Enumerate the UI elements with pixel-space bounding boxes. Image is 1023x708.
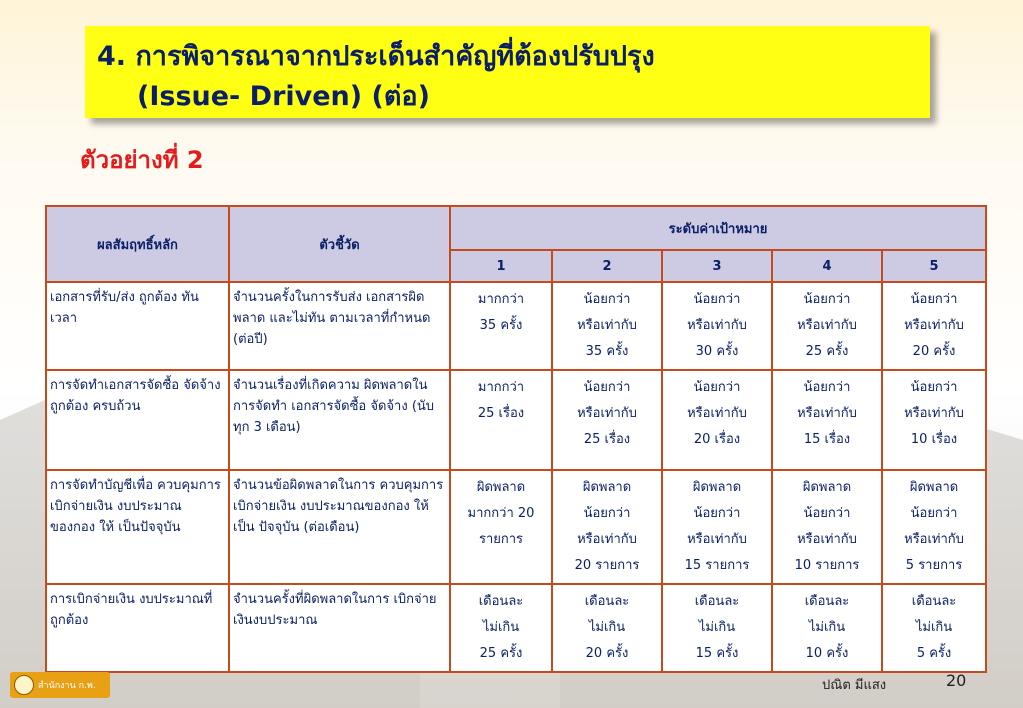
target-cell-level-5 xyxy=(882,370,986,470)
target-cell-level-1 xyxy=(450,470,552,584)
target-levels-table xyxy=(45,205,987,673)
target-value-line: น้อยกว่า xyxy=(910,506,958,521)
target-value-line: ไม่เกิน xyxy=(808,620,846,635)
target-value-line: 20 ครั้ง xyxy=(585,646,629,661)
target-value-line: ไม่เกิน xyxy=(588,620,626,635)
target-cell-level-1 xyxy=(450,282,552,370)
target-value-line: น้อยกว่า xyxy=(583,292,631,307)
target-cell-level-4 xyxy=(772,282,882,370)
table-row xyxy=(46,282,986,370)
target-value-line: น้อยกว่า xyxy=(803,506,851,521)
target-cell-level-5 xyxy=(882,282,986,370)
target-value-line: มากกว่า xyxy=(477,292,525,307)
target-cell-level-2 xyxy=(552,584,662,672)
target-value-line: 15 ครั้ง xyxy=(695,646,739,661)
target-value-line: 20 ครั้ง xyxy=(912,344,956,359)
target-value-line: ไม่เกิน xyxy=(915,620,953,635)
target-value-line: น้อยกว่า xyxy=(583,506,631,521)
title-box xyxy=(85,26,930,118)
target-value-line: 30 ครั้ง xyxy=(695,344,739,359)
target-value-line: 25 เรื่อง xyxy=(583,432,631,447)
header-outcome: ผลสัมฤทธิ์หลัก xyxy=(46,206,229,282)
target-value-line: 15 เรื่อง xyxy=(803,432,851,447)
target-value-line: น้อยกว่า xyxy=(583,380,631,395)
target-cell-level-2 xyxy=(552,470,662,584)
target-value-line: รายการ xyxy=(478,532,524,547)
target-cell-level-2 xyxy=(552,282,662,370)
target-value-line: ผิดพลาด xyxy=(909,480,959,495)
target-cell-level-1 xyxy=(450,370,552,470)
target-value-line: หรือเท่ากับ xyxy=(797,406,857,421)
ocsc-logo xyxy=(10,672,110,698)
target-value-line: น้อยกว่า xyxy=(803,380,851,395)
indicator-cell: จำนวนเรื่องที่เกิดความ ผิดพลาดในการจัดทำ เอกสารจัดซื้อ จัดจ้าง (นับ ทุก 3 เดือน) xyxy=(229,370,450,470)
target-cell-level-3 xyxy=(662,470,772,584)
target-value-line: เดือนละ xyxy=(911,594,957,609)
target-cell-level-3 xyxy=(662,584,772,672)
target-value-line: เดือนละ xyxy=(584,594,630,609)
target-value-line: น้อยกว่า xyxy=(693,292,741,307)
target-value-line: เดือนละ xyxy=(804,594,850,609)
target-value-line: 10 เรื่อง xyxy=(910,432,958,447)
target-value-line: 5 รายการ xyxy=(905,558,963,573)
table-row xyxy=(46,470,986,584)
outcome-cell: การจัดทำเอกสารจัดซื้อ จัดจ้าง ถูกต้อง ครบถ้วน xyxy=(46,370,229,470)
outcome-cell: การจัดทำบัญชีเพื่อ ควบคุมการเบิกจ่ายเงิน งบประมาณของกอง ให้ เป็นปัจจุบัน xyxy=(46,470,229,584)
target-value-line: ไม่เกิน xyxy=(698,620,736,635)
target-cell-level-5 xyxy=(882,584,986,672)
target-cell-level-5 xyxy=(882,470,986,584)
slide-title-line2: (Issue- Driven) (ต่อ) xyxy=(137,81,430,112)
target-value-line: ผิดพลาด xyxy=(692,480,742,495)
target-cell-level-3 xyxy=(662,282,772,370)
target-value-line: น้อยกว่า xyxy=(693,380,741,395)
target-value-line: น้อยกว่า xyxy=(910,380,958,395)
table-row xyxy=(46,370,986,470)
target-value-line: น้อยกว่า xyxy=(693,506,741,521)
target-value-line: ไม่เกิน xyxy=(482,620,520,635)
target-value-line: 20 เรื่อง xyxy=(693,432,741,447)
target-value-line: มากกว่า 20 xyxy=(467,506,535,521)
target-value-line: 20 รายการ xyxy=(574,558,640,573)
header-level-4: 4 xyxy=(772,250,882,282)
target-value-line: หรือเท่ากับ xyxy=(797,532,857,547)
target-value-line: หรือเท่ากับ xyxy=(577,532,637,547)
target-value-line: เดือนละ xyxy=(694,594,740,609)
author-name: ปณิต มีแสง xyxy=(822,678,887,693)
slide-title-line1: 4. การพิจารณาจากประเด็นสำคัญที่ต้องปรับปรุง xyxy=(97,41,655,72)
target-value-line: มากกว่า xyxy=(477,380,525,395)
target-cell-level-3 xyxy=(662,370,772,470)
target-cell-level-1 xyxy=(450,584,552,672)
target-value-line: หรือเท่ากับ xyxy=(687,318,747,333)
target-value-line: 15 รายการ xyxy=(684,558,750,573)
header-level-5: 5 xyxy=(882,250,986,282)
target-cell-level-4 xyxy=(772,584,882,672)
header-level-3: 3 xyxy=(662,250,772,282)
target-value-line: หรือเท่ากับ xyxy=(904,532,964,547)
target-cell-level-4 xyxy=(772,370,882,470)
target-value-line: 25 ครั้ง xyxy=(479,646,523,661)
target-value-line: 25 ครั้ง xyxy=(805,344,849,359)
table-row xyxy=(46,584,986,672)
target-value-line: หรือเท่ากับ xyxy=(904,406,964,421)
target-value-line: หรือเท่ากับ xyxy=(687,532,747,547)
seal-icon xyxy=(14,675,34,695)
indicator-cell: จำนวนข้อผิดพลาดในการ ควบคุมการเบิกจ่ายเงิน งบประมาณของกอง ให้เป็น ปัจจุบัน (ต่อเดือน) xyxy=(229,470,450,584)
outcome-cell: เอกสารที่รับ/ส่ง ถูกต้อง ทันเวลา xyxy=(46,282,229,370)
header-level-1: 1 xyxy=(450,250,552,282)
header-indicator: ตัวชี้วัด xyxy=(229,206,450,282)
target-value-line: หรือเท่ากับ xyxy=(904,318,964,333)
header-target-level: ระดับค่าเป้าหมาย xyxy=(450,206,986,250)
target-value-line: 5 ครั้ง xyxy=(916,646,952,661)
target-value-line: ผิดพลาด xyxy=(582,480,632,495)
example-heading: ตัวอย่างที่ 2 xyxy=(80,146,204,174)
target-value-line: หรือเท่ากับ xyxy=(687,406,747,421)
target-value-line: ผิดพลาด xyxy=(802,480,852,495)
target-cell-level-4 xyxy=(772,470,882,584)
target-value-line: น้อยกว่า xyxy=(910,292,958,307)
target-value-line: หรือเท่ากับ xyxy=(577,318,637,333)
target-cell-level-2 xyxy=(552,370,662,470)
target-value-line: 25 เรื่อง xyxy=(477,406,525,421)
target-value-line: เดือนละ xyxy=(478,594,524,609)
indicator-cell: จำนวนครั้งในการรับส่ง เอกสารผิดพลาด และไม่ทัน ตามเวลาที่กำหนด (ต่อปี) xyxy=(229,282,450,370)
target-value-line: น้อยกว่า xyxy=(803,292,851,307)
target-value-line: 35 ครั้ง xyxy=(585,344,629,359)
target-value-line: 35 ครั้ง xyxy=(479,318,523,333)
target-value-line: หรือเท่ากับ xyxy=(577,406,637,421)
target-value-line: 10 รายการ xyxy=(794,558,860,573)
target-value-line: หรือเท่ากับ xyxy=(797,318,857,333)
header-level-2: 2 xyxy=(552,250,662,282)
target-value-line: ผิดพลาด xyxy=(476,480,526,495)
target-value-line: 10 ครั้ง xyxy=(805,646,849,661)
page-number: 20 xyxy=(946,671,967,690)
logo-text: สำนักงาน ก.พ. xyxy=(38,681,96,691)
outcome-cell: การเบิกจ่ายเงิน งบประมาณที่ถูกต้อง xyxy=(46,584,229,672)
indicator-cell: จำนวนครั้งที่ผิดพลาดในการ เบิกจ่ายเงินงบประมาณ xyxy=(229,584,450,672)
